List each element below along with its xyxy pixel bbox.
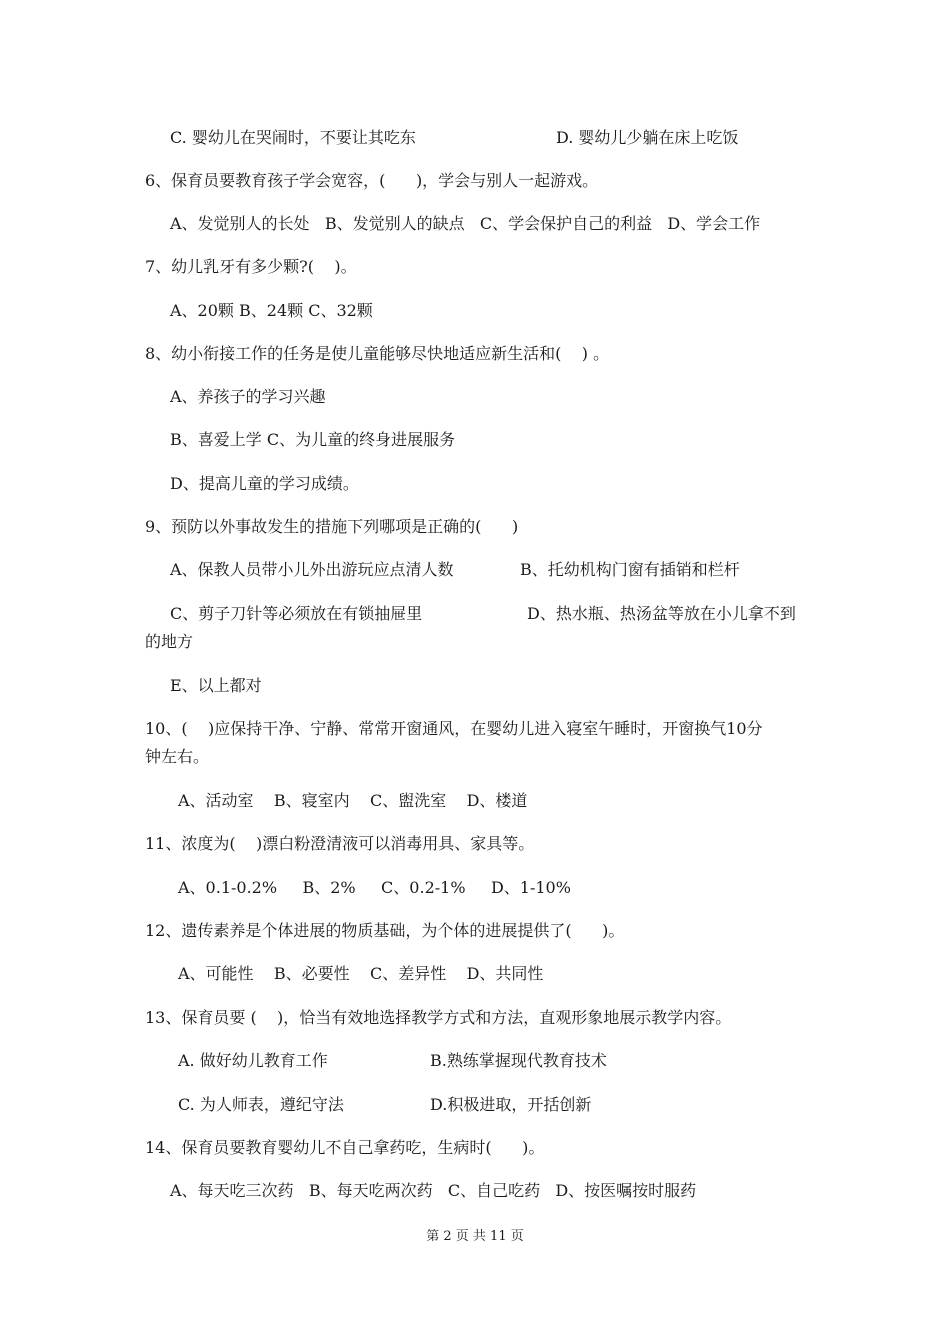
options-q11: A、0.1-0.2% B、2% C、0.2-1% D、1-10%: [178, 878, 571, 897]
option-a-q8: A、养孩子的学习兴趣: [170, 387, 326, 406]
option-b-q13: B.熟练掌握现代教育技术: [430, 1051, 607, 1070]
option-a-q13: A. 做好幼儿教育工作: [178, 1051, 328, 1070]
option-c-q13: C. 为人师表，遵纪守法: [178, 1095, 344, 1114]
question-10-cont: 钟左右。: [145, 747, 210, 766]
question-13: 13、保育员要 ( )，恰当有效地选择教学方式和方法，直观形象地展示教学内容。: [145, 1008, 732, 1027]
page-footer: 第 2 页 共 11 页: [426, 1229, 524, 1244]
question-10: 10、( )应保持干净、宁静、常常开窗通风，在婴幼儿进入寝室午睡时，开窗换气10分: [145, 719, 763, 738]
question-12: 12、遗传素养是个体进展的物质基础，为个体的进展提供了( )。: [145, 921, 625, 940]
options-q7: A、20颗 B、24颗 C、32颗: [170, 301, 373, 320]
option-e-q9: E、以上都对: [170, 676, 262, 695]
question-9: 9、预防以外事故发生的措施下列哪项是正确的( ): [145, 517, 519, 536]
option-d-q9: D、热水瓶、热汤盆等放在小儿拿不到: [527, 604, 796, 623]
option-d-q5: D. 婴幼儿少躺在床上吃饭: [556, 128, 739, 147]
options-q10: A、活动室 B、寝室内 C、盥洗室 D、楼道: [178, 791, 528, 810]
question-7: 7、幼儿乳牙有多少颗?( )。: [145, 257, 357, 276]
option-d-q13: D.积极进取，开括创新: [430, 1095, 592, 1114]
options-bc-q8: B、喜爱上学 C、为儿童的终身进展服务: [170, 430, 456, 449]
question-8: 8、幼小衔接工作的任务是使儿童能够尽快地适应新生活和( ) 。: [145, 344, 610, 363]
question-11: 11、浓度为( )漂白粉澄清液可以消毒用具、家具等。: [145, 834, 535, 853]
question-14: 14、保育员要教育婴幼儿不自己拿药吃，生病时( )。: [145, 1138, 545, 1157]
option-b-q9: B、托幼机构门窗有插销和栏杆: [520, 560, 740, 579]
option-d-q9-cont: 的地方: [145, 632, 194, 651]
option-c-q9: C、剪子刀针等必须放在有锁抽屉里: [170, 604, 423, 623]
options-q12: A、可能性 B、必要性 C、差异性 D、共同性: [178, 964, 544, 983]
question-6: 6、保育员要教育孩子学会宽容，( )，学会与别人一起游戏。: [145, 171, 599, 190]
options-q14: A、每天吃三次药 B、每天吃两次药 C、自己吃药 D、按医嘱按时服药: [170, 1181, 697, 1200]
option-d-q8: D、提高儿童的学习成绩。: [170, 474, 359, 493]
option-c-q5: C. 婴幼儿在哭闹时，不要让其吃东: [170, 128, 416, 147]
options-q6: A、发觉别人的长处 B、发觉别人的缺点 C、学会保护自己的利益 D、学会工作: [170, 214, 761, 233]
option-a-q9: A、保教人员带小儿外出游玩应点清人数: [170, 560, 454, 579]
